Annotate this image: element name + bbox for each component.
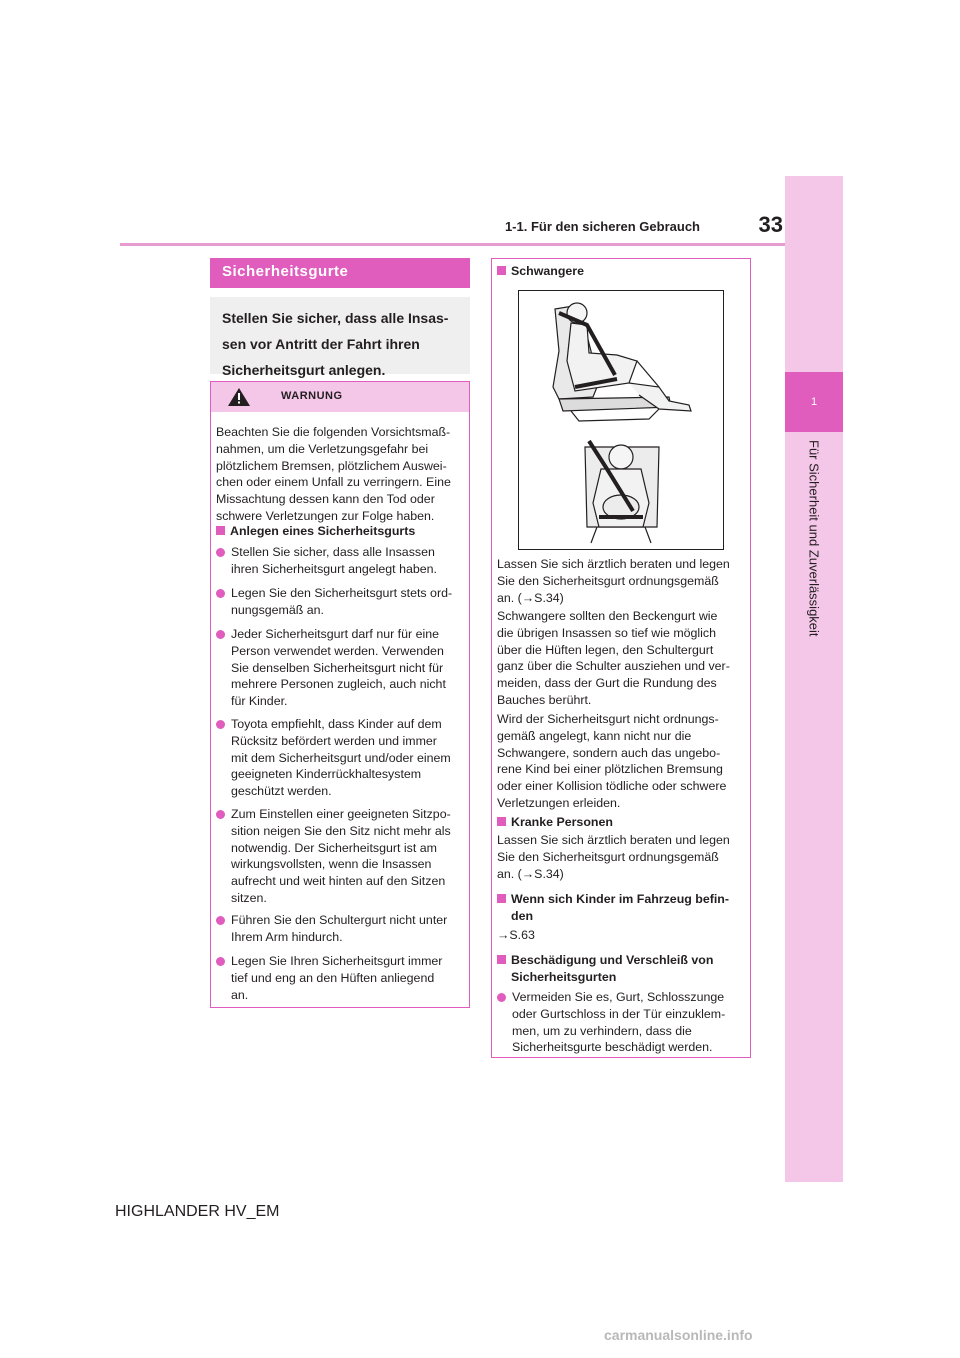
dot-bullet-icon <box>216 810 225 819</box>
dot-bullet-icon <box>216 548 225 557</box>
seatbelt-figure-icon <box>519 291 723 549</box>
dot-bullet-icon <box>497 993 506 1002</box>
dot-bullet-icon <box>216 957 225 966</box>
children-heading: Wenn sich Kinder im Fahrzeug befin- den <box>497 891 729 925</box>
square-bullet-icon <box>497 817 506 826</box>
dot-bullet-icon <box>216 589 225 598</box>
warning-subheading: Anlegen eines Sicherheitsgurts <box>216 523 415 540</box>
square-bullet-icon <box>497 894 506 903</box>
sick-heading: Kranke Personen <box>497 814 613 831</box>
children-reference[interactable]: →S.63 <box>497 928 535 942</box>
dot-bullet-icon <box>216 916 225 925</box>
square-bullet-icon <box>497 266 506 275</box>
warning-header <box>211 382 469 412</box>
sick-paragraph: Lassen Sie sich ärztlich beraten und legen Sie den Sicherheitsgurt ordnungsgemäß an. (→S.34) <box>497 833 730 881</box>
dot-bullet-icon <box>216 630 225 639</box>
warning-intro: Beachten Sie die folgenden Vorsichtsmaß- nahmen, um die Verletzungsgefahr bei plötzlichem Bremsen, plötzlichem Auswei- chen oder einem Unfall zu verringern. Eine Missachtung dessen kann den Tod oder schwere Verletzungen zur Folge haben. <box>216 425 451 523</box>
side-tab-label: Für Sicherheit und Zuverlässigkeit <box>806 440 822 637</box>
header-rule <box>120 243 785 246</box>
page-number: 33 <box>758 212 783 237</box>
square-bullet-icon <box>216 526 225 535</box>
intro-box: Stellen Sie sicher, dass alle Insas- sen vor Antritt der Fahrt ihren Sicherheitsgurt anlegen. <box>210 297 470 374</box>
pregnant-paragraph-3: Wird der Sicherheitsgurt nicht ordnungs- gemäß angelegt, kann nicht nur die Schwangere, sondern auch das ungebo- rene Kind bei einer plötzlichen Bremsung oder einer Kollision tödliche oder schwere Verletzungen erleiden. <box>497 712 727 810</box>
square-bullet-icon <box>497 955 506 964</box>
section-title: Sicherheitsgurte <box>210 258 470 288</box>
warning-icon <box>228 388 250 406</box>
model-footer: HIGHLANDER HV_EM <box>115 1203 280 1220</box>
chapter-title: 1-1. Für den sicheren Gebrauch <box>504 219 700 234</box>
watermark: carmanualsonline.info <box>604 1327 753 1343</box>
damage-heading: Beschädigung und Verschleiß von Sicherheitsgurten <box>497 952 713 986</box>
pregnant-paragraph-1: Lassen Sie sich ärztlich beraten und legen Sie den Sicherheitsgurt ordnungsgemäß an. (→S.34) <box>497 557 730 605</box>
side-tab <box>785 176 843 1182</box>
warning-label: WARNUNG <box>281 390 343 402</box>
pregnant-paragraph-2: Schwangere sollten den Beckengurt wie die übrigen Insassen so tief wie möglich über die Hüften legen, den Schultergurt ganz über die Schulter ausziehen und ver- meiden, dass der Gurt die Rundung des Bauches berührt. <box>497 609 730 707</box>
pregnant-heading: Schwangere <box>497 263 584 280</box>
warning-box: WARNUNG Beachten Sie die folgenden Vorsichtsmaß- nahmen, um die Verletzungsgefahr bei plötzlichem Bremsen, plötzlichem Auswei- chen oder einem Unfall zu verringern. Eine Missachtung dessen kann den Tod oder schwere Verletzungen zur Folge haben. Anlegen eines Sicherheitsgurts Stellen Sie sicher, dass alle Insassen ihren Sicherheitsgurt angelegt haben. Legen Sie den Sicherheitsgurt stets ord- nungsgemäß an. Jeder Sicherheitsgurt darf nur für eine Person verwendet werden. Verwenden Sie denselben Sicherheitsgurt nicht für mehrere Personen zugleich, auch nicht für Kinder. Toyota empfiehlt, dass Kinder auf dem Rücksitz befördert werden und immer mit dem Sicherheitsgurt und/oder einem geeigneten Kinderrückhaltesystem geschützt werden. Zum Einstellen einer geeigneten Sitzpo- sition neigen Sie den Sitz nicht mehr als notwendig. Der Sicherheitsgurt ist am wirkungsvollsten, wenn die Insassen aufrecht und weit hinten auf den Sitzen sitzen. Führen Sie den Schultergurt nicht unter Ihrem Arm hindurch. Legen Sie Ihren Sicherheitsgurt immer tief und eng an den Hüften anliegend an. <box>210 381 470 1008</box>
info-box: Schwangere Lassen Sie sich ärztlich beraten und legen Sie den Sicherheitsgurt ordnungsgemäß an. (→S.34) Schwangere sollten den Beckengurt wie die übrigen Insassen so tief wie möglich über die Hüften legen, den Schultergurt ganz über die Schulter ausziehen und ver- meiden, dass der Gurt die Rundung des Bauches berührt. Wird der Sicherheitsgurt nicht ordnungs- gemäß angelegt, kann nicht nur die Schwangere, sondern auch das ungebo- rene Kind bei einer plötzlichen Bremsung oder einer Kollision tödliche oder schwere Verletzungen erleiden. Kranke Personen Lassen Sie sich ärztlich beraten und legen Sie den Sicherheitsgurt ordnungsgemäß an. (→S.34) Wenn sich Kinder im Fahrzeug befin- den →S.63 Beschädigung und Verschleiß von Sicherheitsgurten Vermeiden Sie es, Gurt, Schlosszunge oder Gurtschloss in der Tür einzuklem- men, um zu verhindern, dass die Sicherheitsgurte beschädigt werden. <box>491 258 751 1058</box>
side-tab-number[interactable]: 1 <box>785 372 843 432</box>
dot-bullet-icon <box>216 720 225 729</box>
pregnant-seatbelt-illustration <box>518 290 724 550</box>
